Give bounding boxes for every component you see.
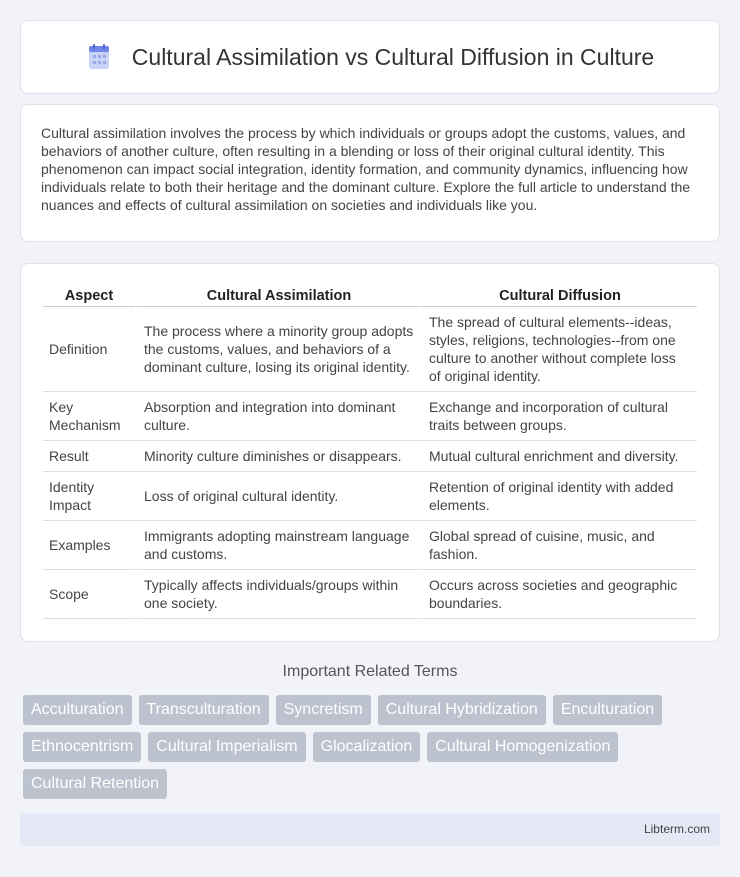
cell-diffusion: Retention of original identity with added elements. [420,472,697,521]
cell-assimilation: Immigrants adopting mainstream language and customs. [135,521,420,570]
cell-diffusion: The spread of cultural elements--ideas, styles, religions, technologies--from one culture to another without complete loss of original identity. [420,307,697,392]
table-row [43,472,697,521]
table-row [43,392,697,441]
tag-syncretism[interactable]: Syncretism [276,695,371,725]
table-header-row [43,284,697,307]
related-terms-list [23,695,723,799]
cell-diffusion: Occurs across societies and geographic boundaries. [420,570,697,619]
cell-aspect: Result [43,441,135,472]
cell-assimilation: Typically affects individuals/groups within one society. [135,570,420,619]
title-wrap [86,43,654,71]
cell-diffusion: Global spread of cuisine, music, and fashion. [420,521,697,570]
comparison-table [43,284,697,619]
cell-assimilation: The process where a minority group adopts the customs, values, and behaviors of a dominant culture, losing its original identity. [135,307,420,392]
header-card [20,20,720,94]
footer [20,813,720,846]
tag-acculturation[interactable]: Acculturation [23,695,132,725]
cell-diffusion: Exchange and incorporation of cultural traits between groups. [420,392,697,441]
cell-assimilation: Minority culture diminishes or disappears. [135,441,420,472]
cell-aspect: Key Mechanism [43,392,135,441]
header-cultural-assimilation: Cultural Assimilation [135,284,420,307]
related-terms-title: Important Related Terms [282,663,458,680]
tag-enculturation[interactable]: Enculturation [553,695,662,725]
comparison-table-card [20,263,720,642]
tag-transculturation[interactable]: Transculturation [139,695,269,725]
cell-assimilation: Absorption and integration into dominant culture. [135,392,420,441]
tag-ethnocentrism[interactable]: Ethnocentrism [23,732,141,762]
cell-aspect: Examples [43,521,135,570]
table-row [43,441,697,472]
intro-card [20,104,720,242]
cell-assimilation: Loss of original cultural identity. [135,472,420,521]
cell-aspect: Identity Impact [43,472,135,521]
tag-glocalization[interactable]: Glocalization [313,732,421,762]
tag-cultural-retention[interactable]: Cultural Retention [23,769,167,799]
page-title: Cultural Assimilation vs Cultural Diffusion in Culture [131,43,655,70]
header-aspect: Aspect [43,284,135,307]
cell-aspect: Definition [43,307,135,392]
header-cultural-diffusion: Cultural Diffusion [420,284,697,307]
document-icon [86,43,112,71]
tag-cultural-homogenization[interactable]: Cultural Homogenization [427,732,618,762]
cell-diffusion: Mutual cultural enrichment and diversity. [420,441,697,472]
table-row [43,570,697,619]
table-row [43,307,697,392]
footer-site-link[interactable]: Libterm.com [643,822,710,836]
table-row [43,521,697,570]
tag-cultural-imperialism[interactable]: Cultural Imperialism [148,732,305,762]
intro-text: Cultural assimilation involves the process by which individuals or groups adopt the customs, values, and behaviors of another culture, often resulting in a blending or loss of their original cultural identity. This phenomenon can impact social integration, identity formation, and community dynamics, influencing how individuals relate to both their heritage and the dominant culture. Explore the full article to understand the nuances and effects of cultural assimilation on societies and individuals like you. [41,125,691,213]
tag-cultural-hybridization[interactable]: Cultural Hybridization [378,695,546,725]
cell-aspect: Scope [43,570,135,619]
